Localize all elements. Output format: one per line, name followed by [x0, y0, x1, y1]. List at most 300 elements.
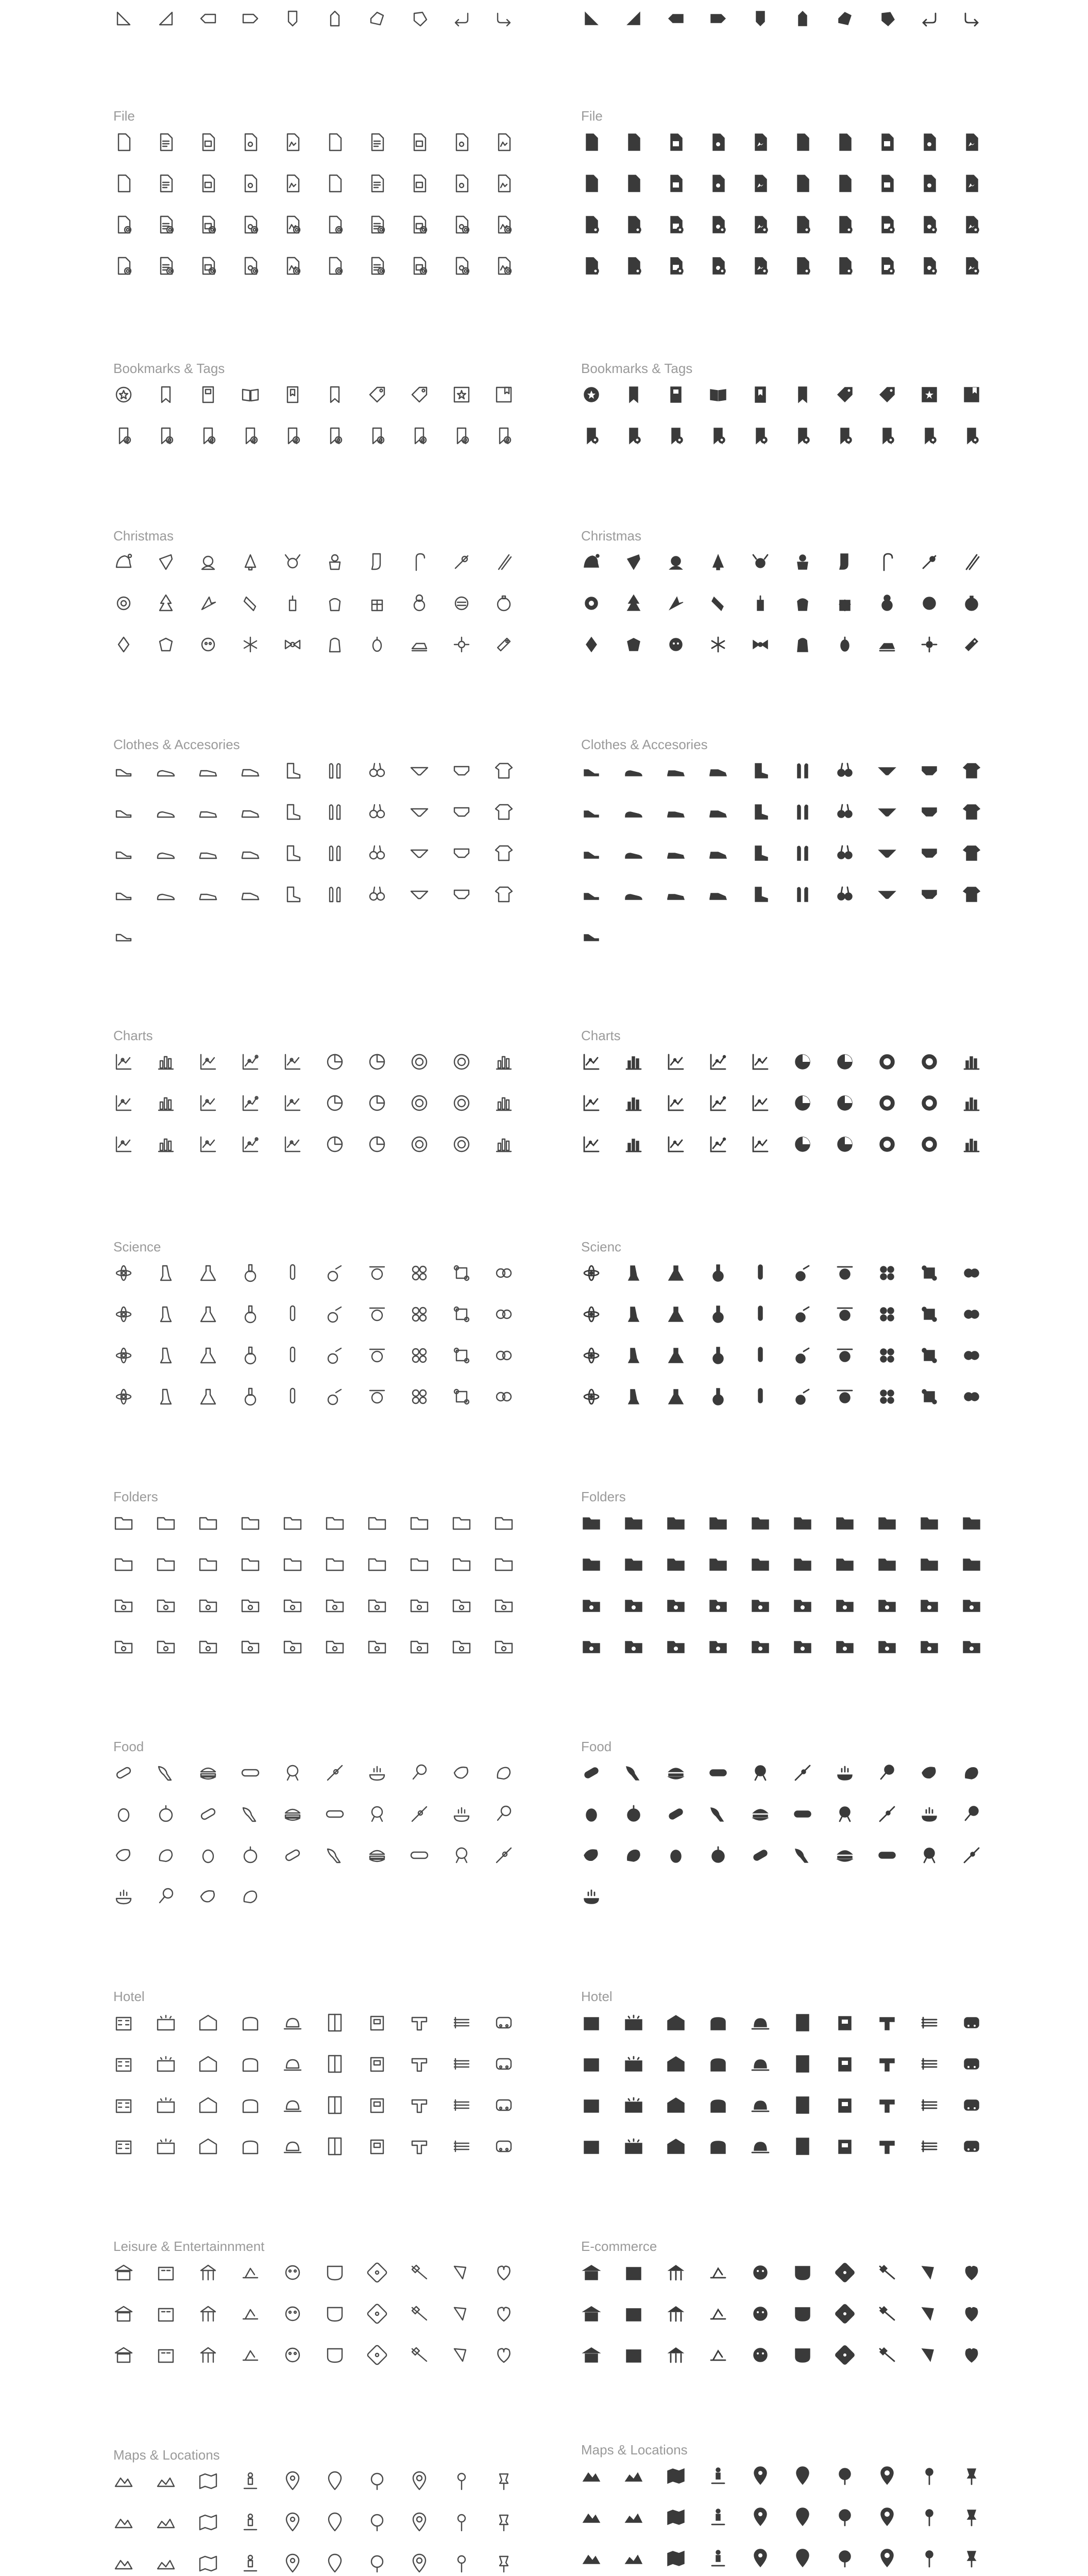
chart-icon[interactable] — [877, 1093, 897, 1113]
chart-icon[interactable] — [750, 1052, 771, 1072]
map-icon[interactable] — [835, 2548, 855, 2569]
map-icon[interactable] — [792, 2548, 813, 2569]
food-icon[interactable] — [750, 1845, 771, 1866]
bookmark-icon[interactable] — [750, 426, 771, 446]
food-icon[interactable] — [961, 1804, 982, 1824]
folder-icon[interactable] — [750, 1595, 771, 1616]
food-icon[interactable] — [367, 1845, 387, 1866]
folder-icon[interactable] — [156, 1554, 176, 1574]
file-icon[interactable] — [708, 214, 728, 235]
science-icon[interactable] — [198, 1263, 218, 1283]
folder-icon[interactable] — [240, 1554, 261, 1574]
science-icon[interactable] — [581, 1263, 602, 1283]
file-icon[interactable] — [581, 256, 602, 276]
hotel-icon[interactable] — [451, 2136, 472, 2157]
chart-icon[interactable] — [113, 1093, 134, 1113]
file-icon[interactable] — [198, 173, 218, 194]
christmas-icon[interactable] — [282, 634, 303, 655]
file-icon[interactable] — [282, 214, 303, 235]
food-icon[interactable] — [919, 1762, 940, 1783]
hotel-icon[interactable] — [961, 2012, 982, 2033]
science-icon[interactable] — [240, 1386, 261, 1407]
christmas-icon[interactable] — [961, 593, 982, 614]
leisure-icon[interactable] — [581, 2262, 602, 2283]
chart-icon[interactable] — [494, 1134, 514, 1155]
christmas-icon[interactable] — [156, 593, 176, 614]
hotel-icon[interactable] — [623, 2095, 644, 2115]
food-icon[interactable] — [877, 1845, 897, 1866]
christmas-icon[interactable] — [494, 552, 514, 572]
food-icon[interactable] — [325, 1762, 345, 1783]
chart-icon[interactable] — [877, 1134, 897, 1155]
leisure-icon[interactable] — [156, 2262, 176, 2283]
folder-icon[interactable] — [282, 1636, 303, 1657]
christmas-icon[interactable] — [961, 634, 982, 655]
food-icon[interactable] — [792, 1845, 813, 1866]
folder-icon[interactable] — [282, 1513, 303, 1533]
clothes-icon[interactable] — [666, 884, 686, 905]
hotel-icon[interactable] — [835, 2095, 855, 2115]
science-icon[interactable] — [708, 1386, 728, 1407]
clothes-icon[interactable] — [282, 760, 303, 781]
file-icon[interactable] — [792, 132, 813, 152]
science-icon[interactable] — [156, 1304, 176, 1325]
science-icon[interactable] — [750, 1386, 771, 1407]
science-icon[interactable] — [919, 1386, 940, 1407]
folder-icon[interactable] — [581, 1636, 602, 1657]
christmas-icon[interactable] — [409, 634, 430, 655]
arrow-icon[interactable] — [198, 8, 218, 29]
folder-icon[interactable] — [708, 1595, 728, 1616]
clothes-icon[interactable] — [240, 760, 261, 781]
science-icon[interactable] — [451, 1304, 472, 1325]
hotel-icon[interactable] — [666, 2054, 686, 2074]
christmas-icon[interactable] — [451, 593, 472, 614]
science-icon[interactable] — [113, 1386, 134, 1407]
leisure-icon[interactable] — [325, 2345, 345, 2365]
chart-icon[interactable] — [750, 1134, 771, 1155]
chart-icon[interactable] — [708, 1093, 728, 1113]
food-icon[interactable] — [113, 1845, 134, 1866]
science-icon[interactable] — [451, 1386, 472, 1407]
map-icon[interactable] — [623, 2548, 644, 2569]
bookmark-icon[interactable] — [877, 384, 897, 405]
leisure-icon[interactable] — [451, 2345, 472, 2365]
bookmark-icon[interactable] — [367, 384, 387, 405]
folder-icon[interactable] — [113, 1513, 134, 1533]
file-icon[interactable] — [113, 256, 134, 276]
hotel-icon[interactable] — [451, 2012, 472, 2033]
map-icon[interactable] — [198, 2512, 218, 2533]
file-icon[interactable] — [666, 132, 686, 152]
science-icon[interactable] — [494, 1345, 514, 1366]
christmas-icon[interactable] — [877, 593, 897, 614]
food-icon[interactable] — [282, 1804, 303, 1824]
christmas-icon[interactable] — [961, 552, 982, 572]
food-icon[interactable] — [708, 1762, 728, 1783]
christmas-icon[interactable] — [409, 593, 430, 614]
food-icon[interactable] — [623, 1804, 644, 1824]
food-icon[interactable] — [451, 1762, 472, 1783]
file-icon[interactable] — [367, 132, 387, 152]
leisure-icon[interactable] — [113, 2262, 134, 2283]
hotel-icon[interactable] — [666, 2012, 686, 2033]
file-icon[interactable] — [750, 132, 771, 152]
clothes-icon[interactable] — [623, 760, 644, 781]
clothes-icon[interactable] — [240, 802, 261, 822]
chart-icon[interactable] — [325, 1134, 345, 1155]
christmas-icon[interactable] — [792, 593, 813, 614]
file-icon[interactable] — [623, 256, 644, 276]
leisure-icon[interactable] — [325, 2303, 345, 2324]
food-icon[interactable] — [835, 1762, 855, 1783]
bookmark-icon[interactable] — [325, 384, 345, 405]
file-icon[interactable] — [835, 173, 855, 194]
folder-icon[interactable] — [750, 1636, 771, 1657]
chart-icon[interactable] — [961, 1134, 982, 1155]
hotel-icon[interactable] — [156, 2095, 176, 2115]
folder-icon[interactable] — [451, 1513, 472, 1533]
folder-icon[interactable] — [623, 1595, 644, 1616]
christmas-icon[interactable] — [835, 634, 855, 655]
food-icon[interactable] — [708, 1845, 728, 1866]
hotel-icon[interactable] — [581, 2136, 602, 2157]
hotel-icon[interactable] — [282, 2136, 303, 2157]
file-icon[interactable] — [113, 214, 134, 235]
christmas-icon[interactable] — [708, 593, 728, 614]
leisure-icon[interactable] — [156, 2345, 176, 2365]
file-icon[interactable] — [623, 173, 644, 194]
folder-icon[interactable] — [919, 1636, 940, 1657]
food-icon[interactable] — [961, 1762, 982, 1783]
leisure-icon[interactable] — [877, 2303, 897, 2324]
food-icon[interactable] — [581, 1762, 602, 1783]
science-icon[interactable] — [282, 1386, 303, 1407]
science-icon[interactable] — [325, 1263, 345, 1283]
food-icon[interactable] — [750, 1804, 771, 1824]
folder-icon[interactable] — [367, 1595, 387, 1616]
leisure-icon[interactable] — [494, 2303, 514, 2324]
chart-icon[interactable] — [198, 1052, 218, 1072]
clothes-icon[interactable] — [494, 802, 514, 822]
science-icon[interactable] — [623, 1263, 644, 1283]
leisure-icon[interactable] — [409, 2303, 430, 2324]
chart-icon[interactable] — [581, 1052, 602, 1072]
leisure-icon[interactable] — [623, 2262, 644, 2283]
clothes-icon[interactable] — [156, 802, 176, 822]
arrow-icon[interactable] — [792, 8, 813, 29]
file-icon[interactable] — [877, 214, 897, 235]
food-icon[interactable] — [666, 1845, 686, 1866]
christmas-icon[interactable] — [708, 634, 728, 655]
file-icon[interactable] — [961, 132, 982, 152]
science-icon[interactable] — [113, 1304, 134, 1325]
christmas-icon[interactable] — [877, 634, 897, 655]
science-icon[interactable] — [494, 1263, 514, 1283]
chart-icon[interactable] — [835, 1093, 855, 1113]
folder-icon[interactable] — [919, 1554, 940, 1574]
clothes-icon[interactable] — [623, 802, 644, 822]
file-icon[interactable] — [156, 173, 176, 194]
map-icon[interactable] — [409, 2512, 430, 2533]
clothes-icon[interactable] — [451, 802, 472, 822]
hotel-icon[interactable] — [156, 2136, 176, 2157]
file-icon[interactable] — [282, 256, 303, 276]
map-icon[interactable] — [282, 2471, 303, 2492]
food-icon[interactable] — [451, 1804, 472, 1824]
file-icon[interactable] — [198, 132, 218, 152]
hotel-icon[interactable] — [835, 2012, 855, 2033]
map-icon[interactable] — [409, 2471, 430, 2492]
chart-icon[interactable] — [451, 1134, 472, 1155]
hotel-icon[interactable] — [581, 2012, 602, 2033]
arrow-icon[interactable] — [113, 8, 134, 29]
map-icon[interactable] — [451, 2471, 472, 2492]
clothes-icon[interactable] — [325, 760, 345, 781]
clothes-icon[interactable] — [409, 843, 430, 863]
chart-icon[interactable] — [792, 1134, 813, 1155]
leisure-icon[interactable] — [282, 2345, 303, 2365]
science-icon[interactable] — [581, 1386, 602, 1407]
hotel-icon[interactable] — [282, 2012, 303, 2033]
science-icon[interactable] — [113, 1345, 134, 1366]
map-icon[interactable] — [113, 2471, 134, 2492]
hotel-icon[interactable] — [113, 2054, 134, 2074]
science-icon[interactable] — [156, 1345, 176, 1366]
bookmark-icon[interactable] — [623, 384, 644, 405]
folder-icon[interactable] — [961, 1554, 982, 1574]
hotel-icon[interactable] — [835, 2054, 855, 2074]
file-icon[interactable] — [708, 132, 728, 152]
leisure-icon[interactable] — [835, 2262, 855, 2283]
map-icon[interactable] — [877, 2466, 897, 2486]
christmas-icon[interactable] — [282, 552, 303, 572]
christmas-icon[interactable] — [367, 593, 387, 614]
folder-icon[interactable] — [113, 1554, 134, 1574]
clothes-icon[interactable] — [666, 802, 686, 822]
map-icon[interactable] — [494, 2471, 514, 2492]
chart-icon[interactable] — [961, 1052, 982, 1072]
science-icon[interactable] — [623, 1386, 644, 1407]
hotel-icon[interactable] — [156, 2054, 176, 2074]
bookmark-icon[interactable] — [325, 426, 345, 446]
folder-icon[interactable] — [581, 1554, 602, 1574]
folder-icon[interactable] — [708, 1513, 728, 1533]
folder-icon[interactable] — [877, 1554, 897, 1574]
folder-icon[interactable] — [666, 1636, 686, 1657]
food-icon[interactable] — [750, 1762, 771, 1783]
map-icon[interactable] — [666, 2548, 686, 2569]
christmas-icon[interactable] — [623, 552, 644, 572]
christmas-icon[interactable] — [156, 552, 176, 572]
folder-icon[interactable] — [877, 1513, 897, 1533]
food-icon[interactable] — [792, 1804, 813, 1824]
file-icon[interactable] — [919, 256, 940, 276]
bookmark-icon[interactable] — [835, 426, 855, 446]
chart-icon[interactable] — [494, 1093, 514, 1113]
hotel-icon[interactable] — [919, 2012, 940, 2033]
science-icon[interactable] — [282, 1304, 303, 1325]
chart-icon[interactable] — [282, 1093, 303, 1113]
chart-icon[interactable] — [325, 1052, 345, 1072]
hotel-icon[interactable] — [792, 2012, 813, 2033]
christmas-icon[interactable] — [367, 634, 387, 655]
clothes-icon[interactable] — [708, 760, 728, 781]
science-icon[interactable] — [367, 1263, 387, 1283]
bookmark-icon[interactable] — [666, 426, 686, 446]
clothes-icon[interactable] — [750, 843, 771, 863]
leisure-icon[interactable] — [623, 2345, 644, 2365]
food-icon[interactable] — [156, 1845, 176, 1866]
folder-icon[interactable] — [367, 1554, 387, 1574]
food-icon[interactable] — [325, 1804, 345, 1824]
christmas-icon[interactable] — [494, 593, 514, 614]
file-icon[interactable] — [367, 214, 387, 235]
file-icon[interactable] — [708, 173, 728, 194]
clothes-icon[interactable] — [367, 760, 387, 781]
hotel-icon[interactable] — [451, 2054, 472, 2074]
clothes-icon[interactable] — [877, 884, 897, 905]
leisure-icon[interactable] — [708, 2303, 728, 2324]
clothes-icon[interactable] — [581, 925, 602, 946]
clothes-icon[interactable] — [494, 843, 514, 863]
folder-icon[interactable] — [282, 1554, 303, 1574]
clothes-icon[interactable] — [961, 760, 982, 781]
christmas-icon[interactable] — [451, 634, 472, 655]
file-icon[interactable] — [792, 173, 813, 194]
map-icon[interactable] — [623, 2507, 644, 2528]
clothes-icon[interactable] — [835, 884, 855, 905]
map-icon[interactable] — [367, 2471, 387, 2492]
arrow-icon[interactable] — [835, 8, 855, 29]
map-icon[interactable] — [451, 2512, 472, 2533]
christmas-icon[interactable] — [877, 552, 897, 572]
christmas-icon[interactable] — [113, 634, 134, 655]
science-icon[interactable] — [113, 1263, 134, 1283]
clothes-icon[interactable] — [919, 843, 940, 863]
leisure-icon[interactable] — [792, 2303, 813, 2324]
hotel-icon[interactable] — [451, 2095, 472, 2115]
chart-icon[interactable] — [156, 1052, 176, 1072]
clothes-icon[interactable] — [792, 802, 813, 822]
chart-icon[interactable] — [113, 1052, 134, 1072]
file-icon[interactable] — [325, 173, 345, 194]
chart-icon[interactable] — [792, 1093, 813, 1113]
leisure-icon[interactable] — [919, 2262, 940, 2283]
chart-icon[interactable] — [666, 1052, 686, 1072]
leisure-icon[interactable] — [961, 2303, 982, 2324]
map-icon[interactable] — [877, 2548, 897, 2569]
file-icon[interactable] — [792, 256, 813, 276]
food-icon[interactable] — [198, 1845, 218, 1866]
file-icon[interactable] — [325, 132, 345, 152]
chart-icon[interactable] — [113, 1134, 134, 1155]
file-icon[interactable] — [835, 132, 855, 152]
chart-icon[interactable] — [961, 1093, 982, 1113]
leisure-icon[interactable] — [708, 2262, 728, 2283]
hotel-icon[interactable] — [494, 2095, 514, 2115]
chart-icon[interactable] — [451, 1093, 472, 1113]
chart-icon[interactable] — [708, 1052, 728, 1072]
folder-icon[interactable] — [877, 1636, 897, 1657]
hotel-icon[interactable] — [666, 2136, 686, 2157]
hotel-icon[interactable] — [156, 2012, 176, 2033]
leisure-icon[interactable] — [835, 2303, 855, 2324]
science-icon[interactable] — [919, 1304, 940, 1325]
science-icon[interactable] — [623, 1304, 644, 1325]
clothes-icon[interactable] — [623, 884, 644, 905]
map-icon[interactable] — [451, 2553, 472, 2574]
file-icon[interactable] — [409, 256, 430, 276]
food-icon[interactable] — [919, 1845, 940, 1866]
folder-icon[interactable] — [494, 1636, 514, 1657]
christmas-icon[interactable] — [792, 634, 813, 655]
science-icon[interactable] — [494, 1304, 514, 1325]
food-icon[interactable] — [367, 1804, 387, 1824]
christmas-icon[interactable] — [792, 552, 813, 572]
map-icon[interactable] — [282, 2512, 303, 2533]
chart-icon[interactable] — [708, 1134, 728, 1155]
folder-icon[interactable] — [750, 1513, 771, 1533]
science-icon[interactable] — [325, 1386, 345, 1407]
science-icon[interactable] — [666, 1386, 686, 1407]
chart-icon[interactable] — [282, 1134, 303, 1155]
chart-icon[interactable] — [409, 1134, 430, 1155]
leisure-icon[interactable] — [240, 2303, 261, 2324]
bookmark-icon[interactable] — [240, 426, 261, 446]
chart-icon[interactable] — [792, 1052, 813, 1072]
food-icon[interactable] — [156, 1804, 176, 1824]
hotel-icon[interactable] — [623, 2136, 644, 2157]
food-icon[interactable] — [877, 1804, 897, 1824]
clothes-icon[interactable] — [666, 760, 686, 781]
map-icon[interactable] — [792, 2466, 813, 2486]
christmas-icon[interactable] — [666, 634, 686, 655]
food-icon[interactable] — [282, 1845, 303, 1866]
file-icon[interactable] — [240, 214, 261, 235]
file-icon[interactable] — [325, 256, 345, 276]
christmas-icon[interactable] — [835, 552, 855, 572]
map-icon[interactable] — [494, 2553, 514, 2574]
clothes-icon[interactable] — [198, 760, 218, 781]
chart-icon[interactable] — [240, 1093, 261, 1113]
clothes-icon[interactable] — [113, 843, 134, 863]
food-icon[interactable] — [581, 1845, 602, 1866]
folder-icon[interactable] — [240, 1636, 261, 1657]
science-icon[interactable] — [750, 1304, 771, 1325]
map-icon[interactable] — [156, 2553, 176, 2574]
file-icon[interactable] — [198, 214, 218, 235]
hotel-icon[interactable] — [750, 2095, 771, 2115]
arrow-icon[interactable] — [623, 8, 644, 29]
chart-icon[interactable] — [451, 1052, 472, 1072]
clothes-icon[interactable] — [367, 884, 387, 905]
science-icon[interactable] — [325, 1304, 345, 1325]
file-icon[interactable] — [494, 256, 514, 276]
bookmark-icon[interactable] — [451, 384, 472, 405]
bookmark-icon[interactable] — [494, 426, 514, 446]
chart-icon[interactable] — [367, 1093, 387, 1113]
clothes-icon[interactable] — [367, 802, 387, 822]
map-icon[interactable] — [623, 2466, 644, 2486]
science-icon[interactable] — [198, 1304, 218, 1325]
clothes-icon[interactable] — [961, 884, 982, 905]
chart-icon[interactable] — [581, 1134, 602, 1155]
map-icon[interactable] — [919, 2466, 940, 2486]
folder-icon[interactable] — [666, 1595, 686, 1616]
file-icon[interactable] — [623, 214, 644, 235]
map-icon[interactable] — [750, 2507, 771, 2528]
